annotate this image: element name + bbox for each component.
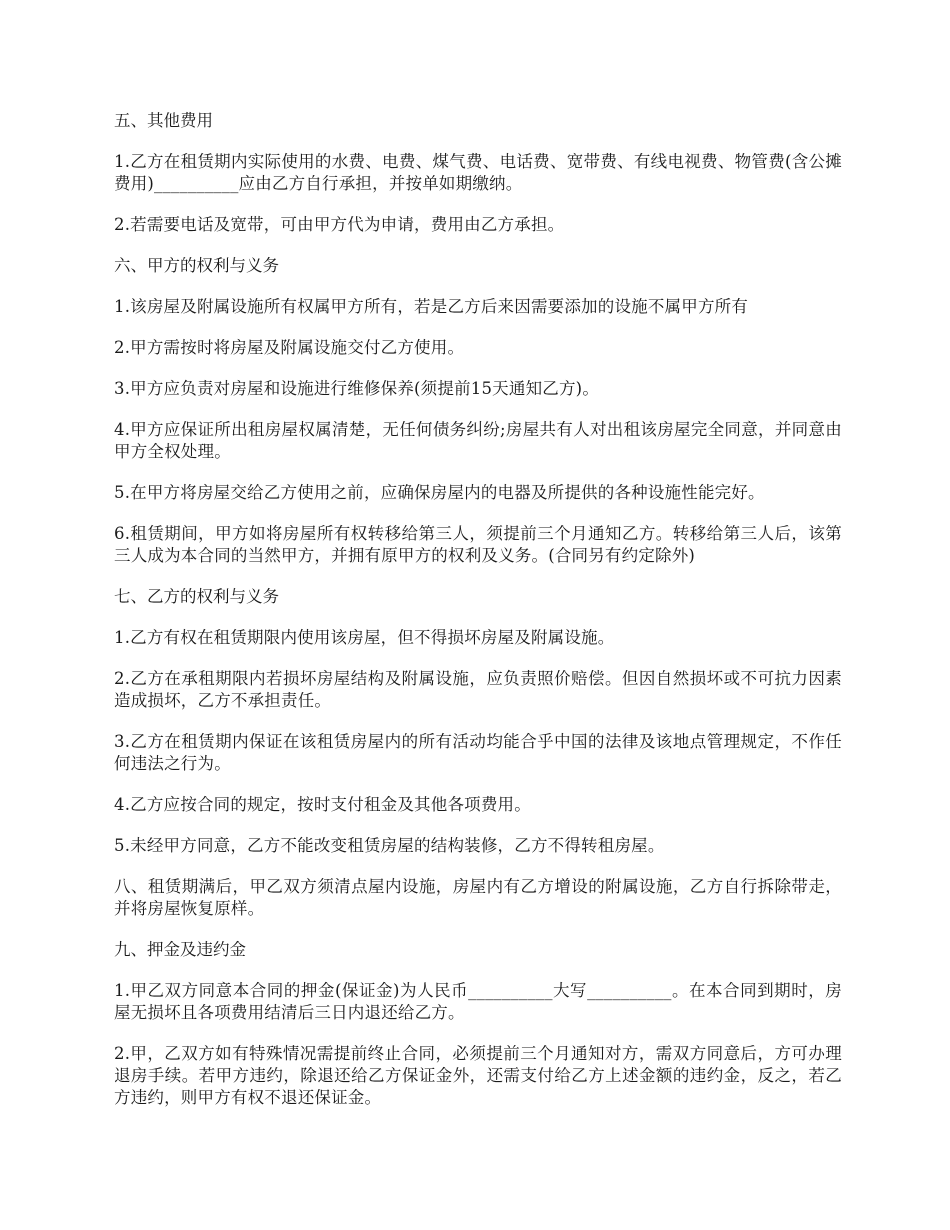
document-page	[114, 110, 842, 1128]
clause-7-4: 4.乙方应按合同的规定，按时支付租金及其他各项费用。	[114, 795, 531, 814]
clause-9-1: 1.甲乙双方同意本合同的押金(保证金)为人民币__________大写__________。在本合同到期时，房屋无损坏且各项费用结清后三日内退还给乙方。	[114, 981, 842, 1022]
section-heading-party-b-rights: 七、乙方的权利与义务	[114, 587, 279, 606]
section-8-lease-expiry: 八、租赁期满后，甲乙双方须清点屋内设施，房屋内有乙方增设的附属设施，乙方自行拆除带走，并将房屋恢复原样。	[114, 877, 842, 918]
clause-7-2: 2.乙方在承租期限内若损坏房屋结构及附属设施，应负责照价赔偿。但因自然损坏或不可抗力因素造成损坏，乙方不承担责任。	[114, 669, 842, 710]
clause-5-1: 1.乙方在租赁期内实际使用的水费、电费、煤气费、电话费、宽带费、有线电视费、物管费(含公摊费用)__________应由乙方自行承担，并按单如期缴纳。	[114, 152, 842, 193]
clause-7-5: 5.未经甲方同意，乙方不能改变租赁房屋的结构装修，乙方不得转租房屋。	[114, 836, 665, 855]
clause-5-2: 2.若需要电话及宽带，可由甲方代为申请，费用由乙方承担。	[114, 215, 565, 234]
section-heading-deposit: 九、押金及违约金	[114, 940, 246, 959]
clause-6-1: 1.该房屋及附属设施所有权属甲方所有，若是乙方后来因需要添加的设施不属甲方所有	[114, 297, 749, 316]
clause-6-2: 2.甲方需按时将房屋及附属设施交付乙方使用。	[114, 338, 465, 357]
clause-6-4: 4.甲方应保证所出租房屋权属清楚，无任何债务纠纷;房屋共有人对出租该房屋完全同意，并同意由甲方全权处理。	[114, 420, 842, 461]
clause-7-1: 1.乙方有权在租赁期限内使用该房屋，但不得损坏房屋及附属设施。	[114, 628, 615, 647]
clause-6-5: 5.在甲方将房屋交给乙方使用之前，应确保房屋内的电器及所提供的各种设施性能完好。	[114, 483, 765, 502]
section-heading-party-a-rights: 六、甲方的权利与义务	[114, 256, 279, 275]
clause-7-3: 3.乙方在租赁期内保证在该租赁房屋内的所有活动均能合乎中国的法律及该地点管理规定，不作任何违法之行为。	[114, 732, 842, 773]
section-heading-other-fees: 五、其他费用	[114, 111, 213, 130]
clause-6-3: 3.甲方应负责对房屋和设施进行维修保养(须提前15天通知乙方)。	[114, 379, 600, 398]
clause-9-2: 2.甲，乙双方如有特殊情况需提前终止合同，必须提前三个月通知对方，需双方同意后，方可办理退房手续。若甲方违约，除退还给乙方保证金外，还需支付给乙方上述金额的违约金，反之，若乙方违约，则甲方有权不退还保证金。	[114, 1044, 842, 1107]
clause-6-6: 6.租赁期间，甲方如将房屋所有权转移给第三人，须提前三个月通知乙方。转移给第三人后，该第三人成为本合同的当然甲方，并拥有原甲方的权利及义务。(合同另有约定除外)	[114, 524, 842, 565]
